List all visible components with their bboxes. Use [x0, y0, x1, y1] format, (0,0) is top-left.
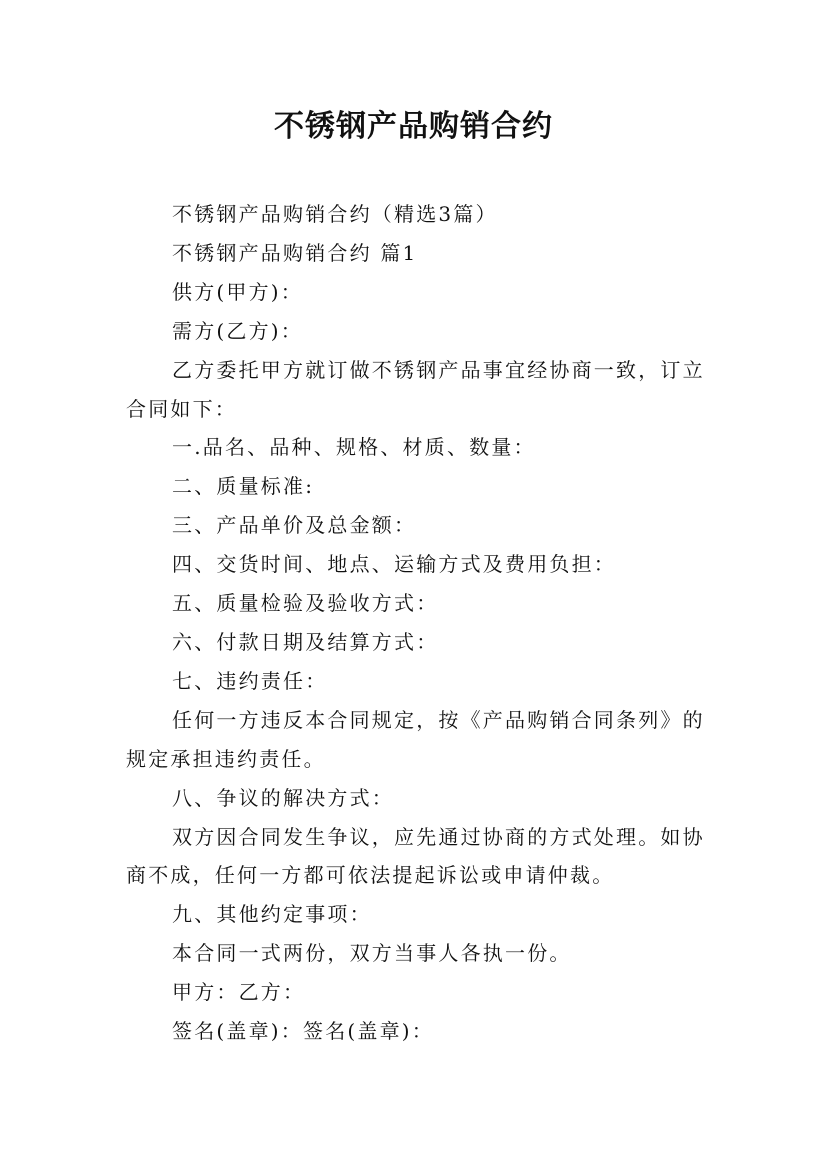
clause-4: 四、交货时间、地点、运输方式及费用负担： — [172, 552, 616, 577]
signature-line: 签名(盖章)：签名(盖章)： — [172, 1019, 435, 1044]
clause-3: 三、产品单价及总金额： — [172, 513, 417, 538]
clause-6: 六、付款日期及结算方式： — [172, 629, 439, 654]
parties-line: 甲方：乙方： — [172, 980, 306, 1005]
clause-8-text: 双方因合同发生争议，应先通过协商的方式处理。如协商不成，任何一方都可依法提起诉讼或申请仲裁。 — [126, 824, 705, 888]
document-body — [126, 195, 706, 1051]
subtitle-paragraph: 不锈钢产品购销合约（精选3篇） — [172, 202, 498, 226]
supplier-field: 供方(甲方)： — [172, 279, 304, 304]
clause-5: 五、质量检验及验收方式： — [172, 591, 439, 616]
clause-7: 七、违约责任： — [172, 668, 328, 693]
clause-9: 九、其他约定事项： — [172, 902, 372, 927]
clause-8: 八、争议的解决方式： — [172, 785, 394, 810]
buyer-field: 需方(乙方)： — [172, 318, 304, 343]
clause-2: 二、质量标准: — [172, 474, 315, 499]
clause-7-text: 任何一方违反本合同规定，按《产品购销合同条列》的规定承担违约责任。 — [126, 707, 705, 771]
clause-9-text: 本合同一式两份，双方当事人各执一份。 — [172, 941, 572, 966]
document-title: 不锈钢产品购销合约 — [274, 109, 553, 144]
section-heading: 不锈钢产品购销合约 篇1 — [172, 240, 418, 265]
clause-1: 一.品名、品种、规格、材质、数量： — [172, 435, 536, 460]
intro-paragraph: 乙方委托甲方就订做不锈钢产品事宜经协商一致，订立合同如下： — [126, 357, 705, 421]
